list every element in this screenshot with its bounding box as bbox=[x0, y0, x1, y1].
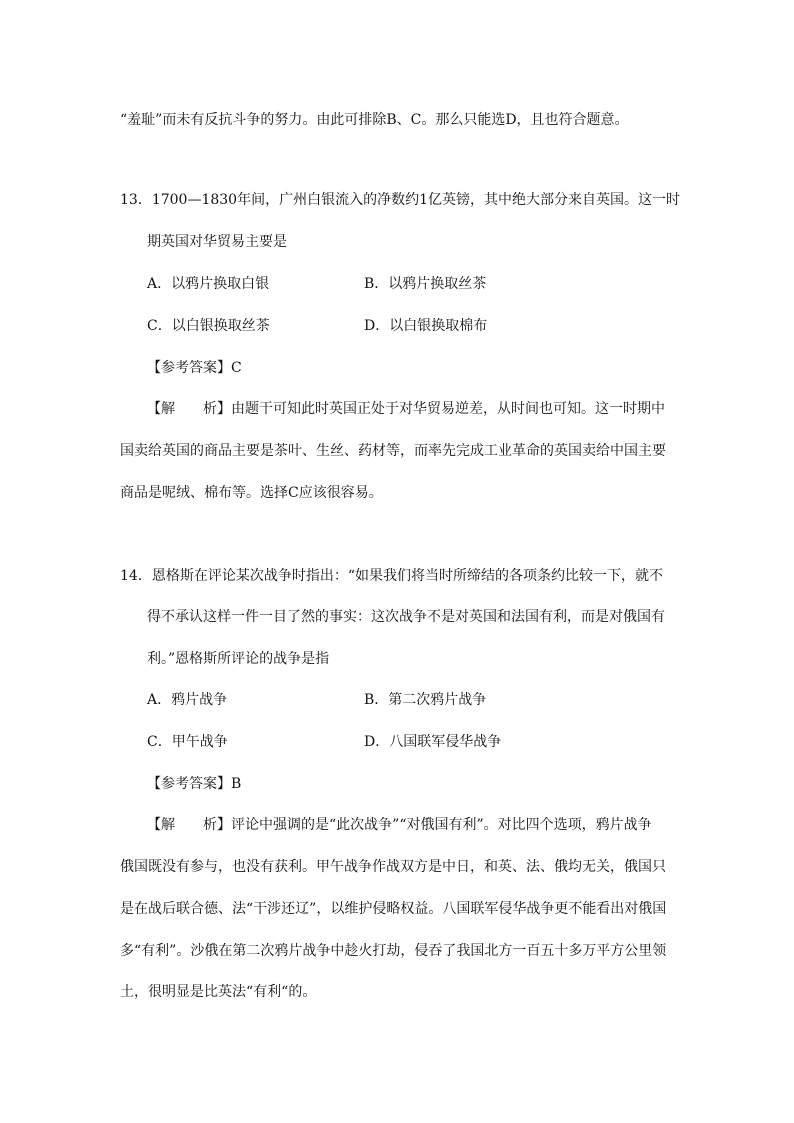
q14-option-b: B．第二次鸦片战争 bbox=[364, 692, 487, 708]
q13-option-d: D．以白银换取棉布 bbox=[364, 318, 488, 334]
q14-option-d: D．八国联军侵华战争 bbox=[364, 734, 502, 750]
q13-analysis-line-2: 国卖给英国的商品主要是茶叶、生丝、药材等，而率先完成工业革命的英国卖给中国主要 bbox=[120, 443, 666, 459]
q14-analysis-label-open: 【解 bbox=[147, 817, 175, 833]
intro-text: “羞耻”而未有反抗斗争的努力。由此可排除B、C。那么只能选D，且也符合题意。 bbox=[120, 112, 629, 128]
q14-analysis-label-close: 析】 bbox=[203, 817, 231, 833]
q13-answer: 【参考答案】C bbox=[147, 360, 242, 376]
q14-analysis-line-3: 是在战后联合德、法“干涉还辽”，以维护侵略权益。八国联军侵华战争更不能看出对俄国 bbox=[120, 901, 667, 917]
q14-option-c: C．甲午战争 bbox=[147, 734, 228, 750]
q14-analysis-line-5: 土，很明显是比英法“有利“的。 bbox=[120, 984, 317, 1000]
q13-analysis-text-1: 由题干可知此时英国正处于对华贸易逆差，从时间也可知。这一时期中 bbox=[231, 401, 665, 417]
q14-answer: 【参考答案】B bbox=[147, 776, 242, 792]
q13-analysis-label-close: 析】 bbox=[203, 401, 231, 417]
q14-stem-line-3: 利。”恩格斯所评论的战争是指 bbox=[147, 651, 330, 667]
q13-analysis-label-open: 【解 bbox=[147, 401, 175, 417]
q13-analysis-line-3: 商品是呢绒、棉布等。选择C应该很容易。 bbox=[120, 485, 383, 501]
q13-option-b: B．以鸦片换取丝茶 bbox=[364, 276, 487, 292]
q14-analysis-line-1 bbox=[147, 815, 652, 835]
q13-option-c: C．以白银换取丝茶 bbox=[147, 318, 270, 334]
q14-analysis-line-4: 多“有利”。沙俄在第二次鸦片战争中趁火打劫，侵吞了我国北方一百五十多万平方公里领 bbox=[120, 943, 667, 959]
q14-option-a: A．鸦片战争 bbox=[147, 692, 228, 708]
q13-stem-line-2: 期英国对华贸易主要是 bbox=[147, 234, 287, 250]
q14-stem-line-2: 得不承认这样一件一目了然的事实：这次战争不是对英国和法国有利，而是对俄国有 bbox=[147, 609, 665, 625]
q14-stem-line-1: 14．恩格斯在评论某次战争时指出：“如果我们将当时所缔结的各项条约比较一下，就不 bbox=[120, 568, 663, 584]
q13-option-a: A．以鸦片换取白银 bbox=[147, 276, 270, 292]
q13-stem-line-1: 13．1700—1830年间，广州白银流入的净数约1亿英镑，其中绝大部分来自英国。这一时 bbox=[120, 192, 680, 208]
q13-analysis-line-1 bbox=[147, 399, 665, 419]
q14-analysis-line-2: 俄国既没有参与，也没有获利。甲午战争作战双方是中日，和英、法、俄均无关，俄国只 bbox=[120, 859, 666, 875]
q14-analysis-text-1: 评论中强调的是“此次战争”“对俄国有利”。对比四个选项，鸦片战争 bbox=[231, 817, 652, 833]
